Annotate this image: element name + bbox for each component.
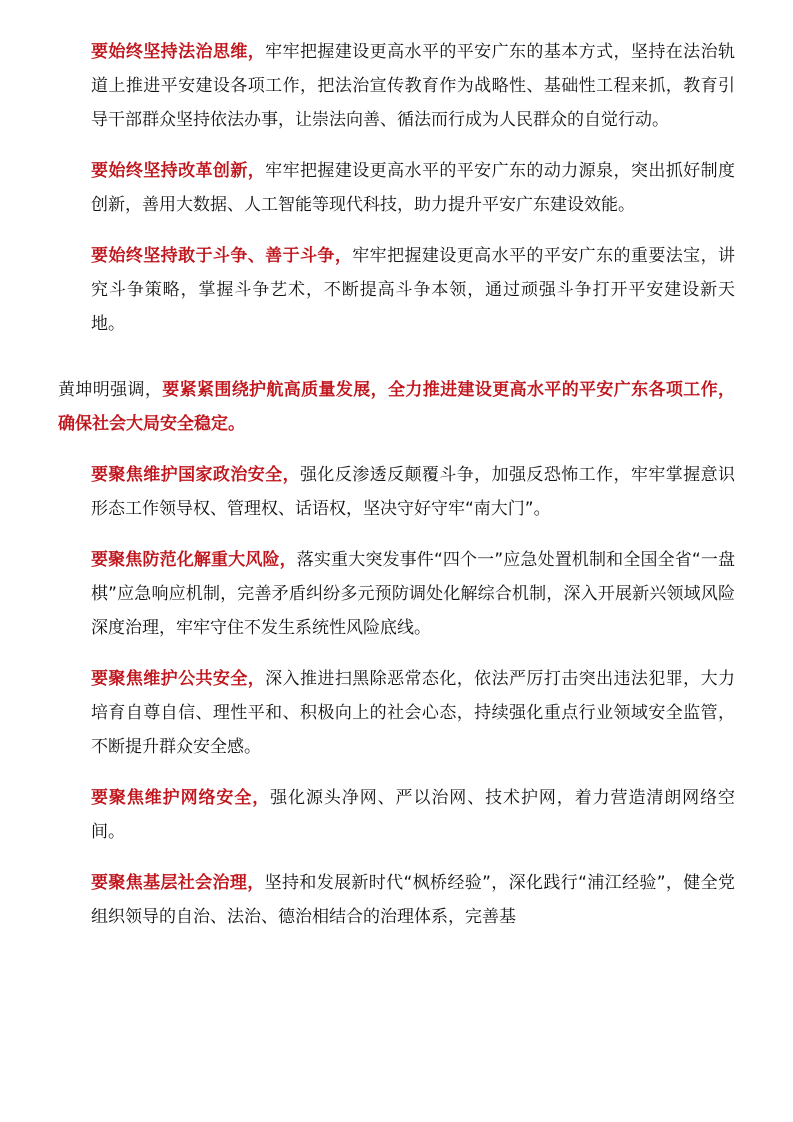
paragraph-body: 坚持和发展新时代“枫桥经验”，深化践行“浦江经验”，健全党组织领导的自治、法治、德治相结合的治理体系，完善基 bbox=[91, 873, 735, 927]
paragraph-body: 牢牢把握建设更高水平的平安广东的重要法宝，讲究斗争策略，掌握斗争艺术，不断提高斗争本领，通过顽强斗争打开平安建设新天地。 bbox=[91, 246, 735, 334]
lead-phrase: 要始终坚持敢于斗争、善于斗争， bbox=[91, 246, 353, 266]
paragraph-body: 强化反渗透反颠覆斗争，加强反恐怖工作，牢牢掌握意识形态工作领导权、管理权、话语权，坚决守好守牢“南大门”。 bbox=[91, 465, 735, 519]
paragraph-struggle bbox=[58, 239, 735, 341]
lead-phrase: 要聚焦维护公共安全， bbox=[91, 669, 266, 689]
intro-prefix: 黄坤明强调， bbox=[58, 380, 163, 400]
paragraph-major-risks bbox=[58, 543, 735, 645]
paragraph-intro-statement bbox=[58, 373, 735, 441]
paragraph-body: 落实重大突发事件“四个一”应急处置机制和全国全省“一盘棋”应急响应机制，完善矛盾纠纷多元预防调处化解综合机制，深入开展新兴领域风险深度治理，牢牢守住不发生系统性风险底线。 bbox=[91, 550, 736, 638]
intro-emphasis: 要紧紧围绕护航高质量发展，全力推进建设更高水平的平安广东各项工作，确保社会大局安全稳定。 bbox=[58, 380, 736, 434]
paragraph-body: 强化源头净网、严以治网、技术护网，着力营造清朗网络空间。 bbox=[91, 788, 736, 842]
paragraph-body: 牢牢把握建设更高水平的平安广东的动力源泉，突出抓好制度创新，善用大数据、人工智能等现代科技，助力提升平安广东建设效能。 bbox=[91, 161, 736, 215]
lead-phrase: 要聚焦防范化解重大风险， bbox=[91, 550, 297, 570]
paragraph-grassroots-governance bbox=[58, 866, 735, 934]
paragraph-political-security bbox=[58, 458, 735, 526]
paragraph-reform-innovation bbox=[58, 154, 735, 222]
paragraph-public-security bbox=[58, 662, 735, 764]
lead-phrase: 要始终坚持法治思维， bbox=[91, 42, 266, 62]
lead-phrase: 要始终坚持改革创新， bbox=[91, 161, 266, 181]
lead-phrase: 要聚焦基层社会治理， bbox=[91, 873, 265, 893]
paragraph-body: 牢牢把握建设更高水平的平安广东的基本方式，坚持在法治轨道上推进平安建设各项工作，把法治宣传教育作为战略性、基础性工程来抓，教育引导干部群众坚持依法办事，让崇法向善、循法而行成为人民群众的自觉行动。 bbox=[91, 42, 736, 130]
paragraph-network-security bbox=[58, 781, 735, 849]
lead-phrase: 要聚焦维护网络安全， bbox=[91, 788, 271, 808]
paragraph-body: 深入推进扫黑除恶常态化，依法严厉打击突出违法犯罪，大力培育自尊自信、理性平和、积极向上的社会心态，持续强化重点行业领域安全监管，不断提升群众安全感。 bbox=[91, 669, 736, 757]
lead-phrase: 要聚焦维护国家政治安全， bbox=[91, 465, 300, 485]
paragraph-rule-of-law bbox=[58, 35, 735, 137]
